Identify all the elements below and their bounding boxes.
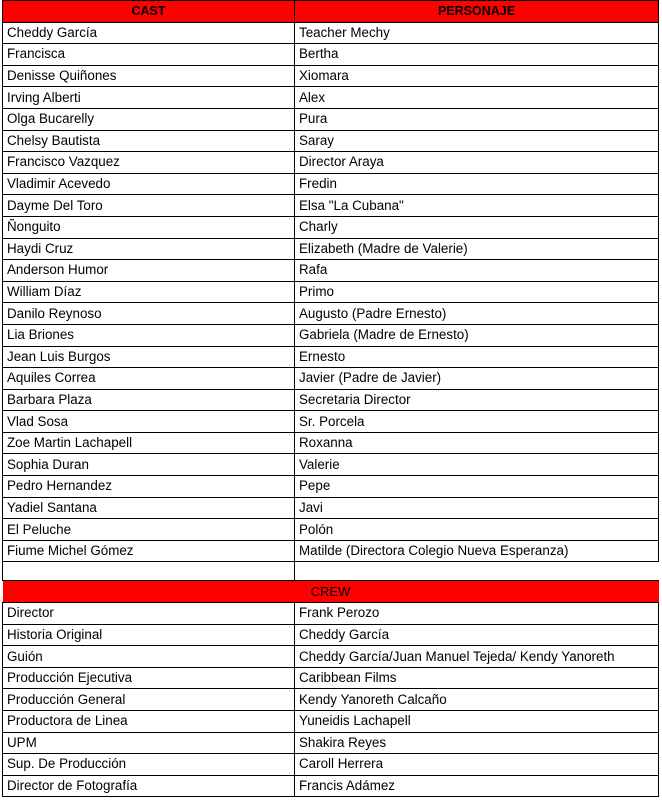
cast-character-cell[interactable]: Matilde (Directora Colegio Nueva Esperanza) xyxy=(295,540,659,562)
cast-character-cell[interactable]: Pepe xyxy=(295,476,659,498)
crew-name-cell[interactable]: Cheddy García/Juan Manuel Tejeda/ Kendy Yanoreth xyxy=(295,646,659,668)
cast-actor-cell[interactable]: Yadiel Santana xyxy=(3,497,295,519)
cast-character-cell[interactable]: Ernesto xyxy=(295,346,659,368)
crew-role-cell[interactable]: Historia Original xyxy=(3,624,295,646)
crew-header-row xyxy=(3,581,659,603)
cast-character-cell[interactable]: Elizabeth (Madre de Valerie) xyxy=(295,238,659,260)
cast-character-cell[interactable]: Polón xyxy=(295,519,659,541)
cast-character-cell[interactable]: Director Araya xyxy=(295,152,659,174)
cast-character-cell[interactable]: Teacher Mechy xyxy=(295,22,659,44)
cast-actor-cell[interactable]: El Peluche xyxy=(3,519,295,541)
cast-actor-cell[interactable]: Irving Alberti xyxy=(3,87,295,109)
cast-row xyxy=(3,368,659,390)
cast-character-cell[interactable]: Bertha xyxy=(295,44,659,66)
crew-row xyxy=(3,624,659,646)
cast-row xyxy=(3,44,659,66)
cast-character-cell[interactable]: Saray xyxy=(295,130,659,152)
blank-row xyxy=(3,562,659,581)
crew-name-cell[interactable]: Yuneidis Lachapell xyxy=(295,711,659,733)
crew-role-cell[interactable]: Productora de Linea xyxy=(3,711,295,733)
crew-role-cell[interactable]: Producción Ejecutiva xyxy=(3,667,295,689)
cast-character-cell[interactable]: Charly xyxy=(295,216,659,238)
cast-character-cell[interactable]: Secretaria Director xyxy=(295,389,659,411)
cast-character-cell[interactable]: Fredin xyxy=(295,173,659,195)
cast-actor-cell[interactable]: Zoe Martin Lachapell xyxy=(3,432,295,454)
cast-actor-cell[interactable]: Pedro Hernandez xyxy=(3,476,295,498)
cast-row xyxy=(3,454,659,476)
cast-character-cell[interactable]: Gabriela (Madre de Ernesto) xyxy=(295,324,659,346)
cast-row xyxy=(3,173,659,195)
crew-name-cell[interactable]: Caribbean Films xyxy=(295,667,659,689)
cast-character-cell[interactable]: Valerie xyxy=(295,454,659,476)
cast-actor-cell[interactable]: Francisco Vazquez xyxy=(3,152,295,174)
cast-character-cell[interactable]: Roxanna xyxy=(295,432,659,454)
crew-row xyxy=(3,689,659,711)
crew-name-cell[interactable]: Kendy Yanoreth Calcaño xyxy=(295,689,659,711)
cast-actor-cell[interactable]: Anderson Humor xyxy=(3,260,295,282)
cast-actor-cell[interactable]: Dayme Del Toro xyxy=(3,195,295,217)
cast-row xyxy=(3,540,659,562)
cast-row xyxy=(3,519,659,541)
cast-actor-cell[interactable]: Ñonguito xyxy=(3,216,295,238)
cast-actor-cell[interactable]: Aquiles Correa xyxy=(3,368,295,390)
cast-character-cell[interactable]: Javi xyxy=(295,497,659,519)
cast-row xyxy=(3,281,659,303)
cast-actor-cell[interactable]: William Díaz xyxy=(3,281,295,303)
crew-row xyxy=(3,603,659,625)
empty-cell[interactable] xyxy=(295,562,659,581)
cast-row xyxy=(3,476,659,498)
crew-role-cell[interactable]: Producción General xyxy=(3,689,295,711)
empty-cell[interactable] xyxy=(3,562,295,581)
cast-actor-cell[interactable]: Lia Briones xyxy=(3,324,295,346)
cast-actor-cell[interactable]: Jean Luis Burgos xyxy=(3,346,295,368)
crew-name-cell[interactable]: Francis Adámez xyxy=(295,775,659,797)
cast-character-cell[interactable]: Pura xyxy=(295,108,659,130)
crew-name-cell[interactable]: Cheddy García xyxy=(295,624,659,646)
crew-role-cell[interactable]: UPM xyxy=(3,732,295,754)
crew-role-cell[interactable]: Guión xyxy=(3,646,295,668)
cast-column-header[interactable]: CAST xyxy=(3,1,295,23)
cast-row xyxy=(3,65,659,87)
cast-row xyxy=(3,152,659,174)
cast-row xyxy=(3,260,659,282)
cast-character-cell[interactable]: Sr. Porcela xyxy=(295,411,659,433)
cast-actor-cell[interactable]: Sophia Duran xyxy=(3,454,295,476)
crew-name-cell[interactable]: Caroll Herrera xyxy=(295,754,659,776)
cast-row xyxy=(3,238,659,260)
cast-row xyxy=(3,432,659,454)
cast-row xyxy=(3,324,659,346)
cast-character-cell[interactable]: Alex xyxy=(295,87,659,109)
cast-actor-cell[interactable]: Barbara Plaza xyxy=(3,389,295,411)
cast-actor-cell[interactable]: Fiume Michel Gómez xyxy=(3,540,295,562)
crew-role-cell[interactable]: Director de Fotografía xyxy=(3,775,295,797)
crew-row xyxy=(3,732,659,754)
cast-actor-cell[interactable]: Francisca xyxy=(3,44,295,66)
cast-actor-cell[interactable]: Chelsy Bautista xyxy=(3,130,295,152)
credits-table xyxy=(2,0,659,797)
cast-actor-cell[interactable]: Vladimir Acevedo xyxy=(3,173,295,195)
cast-character-cell[interactable]: Primo xyxy=(295,281,659,303)
cast-row xyxy=(3,497,659,519)
cast-actor-cell[interactable]: Cheddy García xyxy=(3,22,295,44)
cast-row xyxy=(3,303,659,325)
crew-row xyxy=(3,775,659,797)
cast-header-row xyxy=(3,1,659,23)
crew-name-cell[interactable]: Frank Perozo xyxy=(295,603,659,625)
crew-row xyxy=(3,667,659,689)
cast-character-cell[interactable]: Xiomara xyxy=(295,65,659,87)
crew-row xyxy=(3,711,659,733)
cast-row xyxy=(3,411,659,433)
crew-role-cell[interactable]: Sup. De Producción xyxy=(3,754,295,776)
crew-row xyxy=(3,754,659,776)
cast-actor-cell[interactable]: Olga Bucarelly xyxy=(3,108,295,130)
cast-actor-cell[interactable]: Denisse Quiñones xyxy=(3,65,295,87)
cast-row xyxy=(3,22,659,44)
cast-character-cell[interactable]: Rafa xyxy=(295,260,659,282)
cast-character-cell[interactable]: Javier (Padre de Javier) xyxy=(295,368,659,390)
cast-row xyxy=(3,87,659,109)
cast-actor-cell[interactable]: Danilo Reynoso xyxy=(3,303,295,325)
cast-row xyxy=(3,195,659,217)
crew-role-cell[interactable]: Director xyxy=(3,603,295,625)
cast-actor-cell[interactable]: Haydi Cruz xyxy=(3,238,295,260)
cast-row xyxy=(3,346,659,368)
personaje-column-header[interactable]: PERSONAJE xyxy=(295,1,659,23)
cast-character-cell[interactable]: Elsa "La Cubana" xyxy=(295,195,659,217)
cast-character-cell[interactable]: Augusto (Padre Ernesto) xyxy=(295,303,659,325)
cast-row xyxy=(3,108,659,130)
cast-actor-cell[interactable]: Vlad Sosa xyxy=(3,411,295,433)
crew-row xyxy=(3,646,659,668)
crew-section-header[interactable]: CREW xyxy=(3,581,659,603)
crew-name-cell[interactable]: Shakira Reyes xyxy=(295,732,659,754)
cast-row xyxy=(3,130,659,152)
cast-row xyxy=(3,216,659,238)
cast-row xyxy=(3,389,659,411)
